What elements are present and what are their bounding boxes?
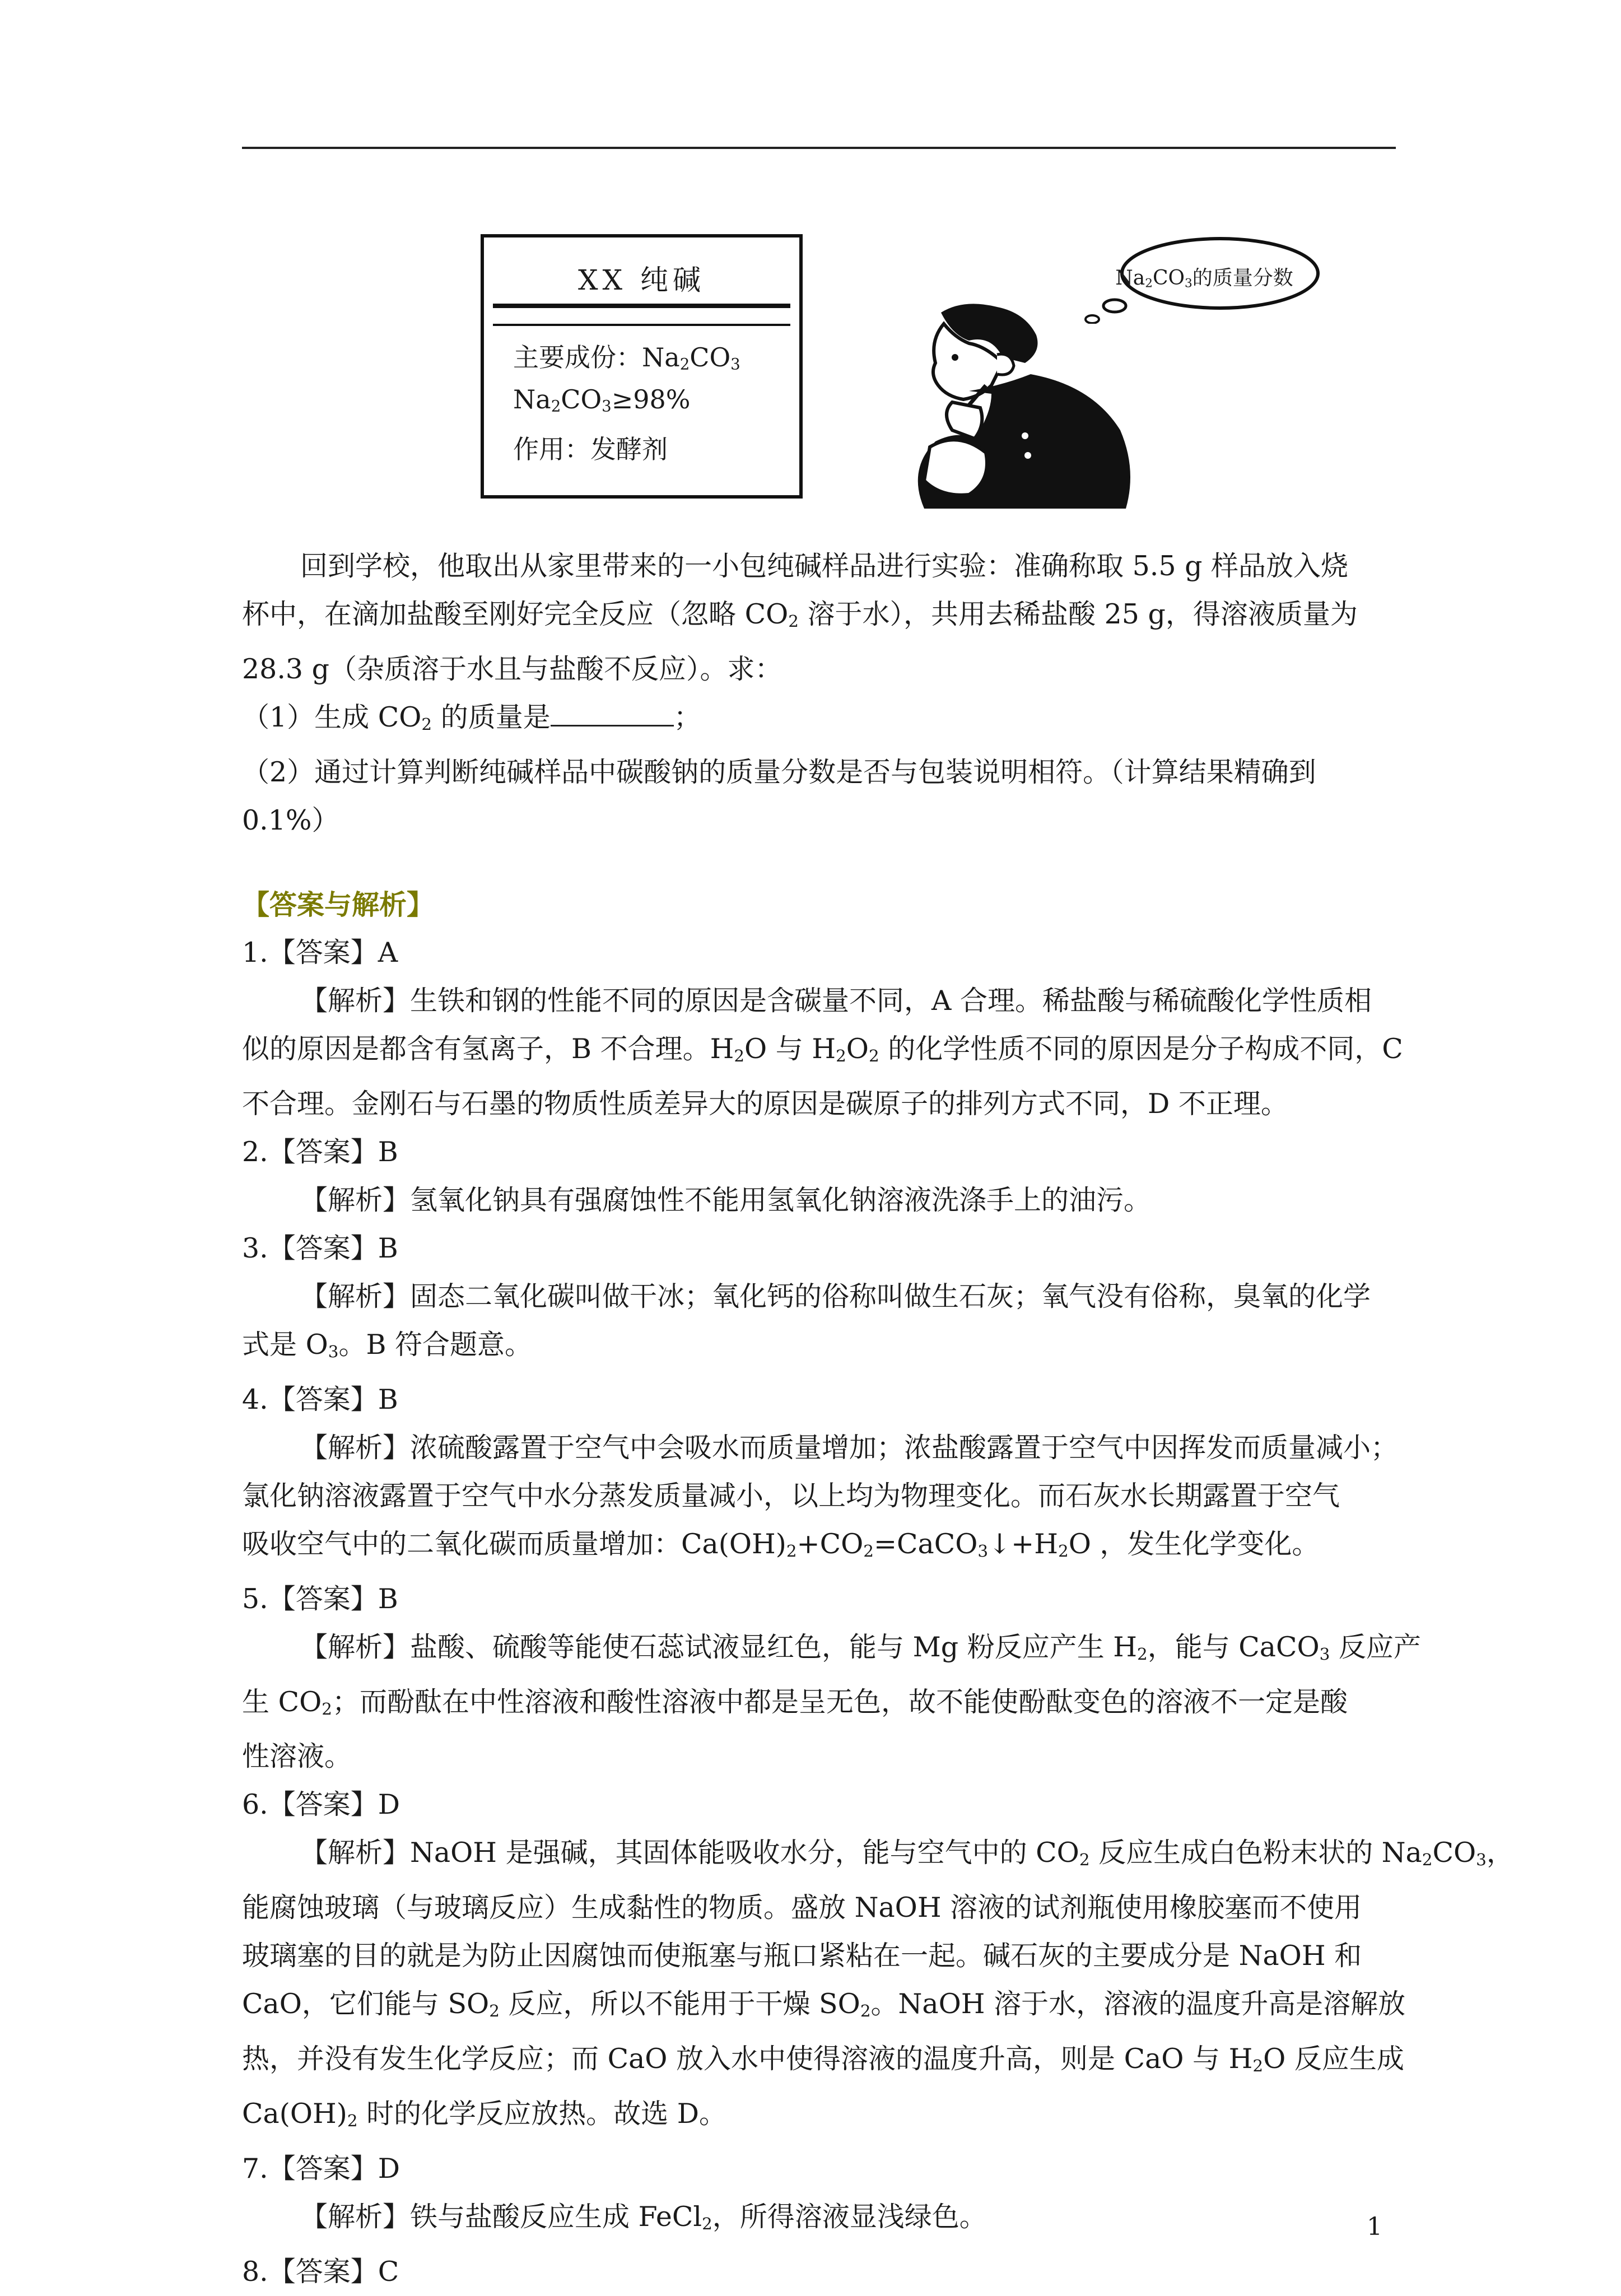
label-divider xyxy=(493,304,790,326)
thinking-person-icon xyxy=(857,301,1171,514)
answers-section xyxy=(242,881,1514,2296)
thought-text: $Na_2CO_3$的质量分数 xyxy=(1115,267,1293,291)
answers-heading: 【答案与解析】 xyxy=(242,888,435,921)
explanation-5: 【解析】盐酸、硫酸等能使石蕊试液显红色，能与 Mg 粉反应产生 $H_2$，能与 CaCO$_3$ 反应产 xyxy=(300,1631,1421,1664)
explanation-5-cont: 性溶液。 xyxy=(242,1740,352,1773)
answer-1: 1.【答案】A xyxy=(242,937,398,968)
explanation-4: 【解析】浓硫酸露置于空气中会吸水而质量增加；浓盐酸露置于空气中因挥发而质量减小； xyxy=(300,1431,1399,1464)
label-content: $Na_2CO_3\ge 98\%$ xyxy=(513,384,691,416)
answer-blank xyxy=(551,702,674,726)
answer-8: 8.【答案】C xyxy=(242,2255,399,2288)
label-title: XX 纯碱 xyxy=(577,264,706,296)
problem-statement xyxy=(242,542,1396,845)
problem-line: 28.3 g（杂质溶于水且与盐酸不反应）。求： xyxy=(242,653,782,685)
label-main-ingredient: 主要成份：$Na_2CO_3$ xyxy=(513,342,740,374)
explanation-1-cont: 似的原因是都含有氢离子，B 不合理。$H_2O$ 与 $H_2O_2$ 的化学性质不同的原因是分子构成不同，C xyxy=(242,1033,1403,1065)
explanation-6-cont: $Ca(OH)_2$ 时的化学反应放热。故选 D。 xyxy=(242,2098,726,2130)
problem-line: 回到学校，他取出从家里带来的一小包纯碱样品进行实验：准确称取 5.5 g 样品放入烧 xyxy=(300,550,1349,582)
explanation-6-cont: CaO，它们能与 $SO_2$ 反应，所以不能用于干燥 $SO_2$。NaOH 溶于水，溶液的温度升高是溶解放 xyxy=(242,1988,1406,2021)
explanation-1-cont: 不合理。金刚石与石墨的物质性质差异大的原因是碳原子的排列方式不同，D 不正理。 xyxy=(242,1087,1288,1120)
explanation-4-cont: 吸收空气中的二氧化碳而质量增加：$Ca(OH)_2+CO_2=CaCO_3↓+H_2O$ ，发生化学变化。 xyxy=(242,1527,1320,1561)
label-usage: 作用：发酵剂 xyxy=(513,434,668,464)
explanation-7: 【解析】铁与盐酸反应生成 FeCl$_2$，所得溶液显浅绿色。 xyxy=(300,2200,987,2233)
question-2-cont: 0.1%） xyxy=(242,804,339,836)
answer-3: 3.【答案】B xyxy=(242,1232,398,1264)
header-rule xyxy=(242,147,1396,149)
product-label xyxy=(481,234,803,499)
illustration xyxy=(481,234,1321,514)
question-1: （1）生成 $CO_2$ 的质量是 ； xyxy=(242,701,701,734)
answer-5: 5.【答案】B xyxy=(242,1582,398,1615)
explanation-6-cont: 能腐蚀玻璃（与玻璃反应）生成黏性的物质。盛放 NaOH 溶液的试剂瓶使用橡胶塞而不使用 xyxy=(242,1892,1362,1924)
answer-2: 2.【答案】B xyxy=(242,1135,398,1168)
explanation-5-cont: 生 $CO_2$；而酚酞在中性溶液和酸性溶液中都是呈无色，故不能使酚酞变色的溶液不一定是酸 xyxy=(242,1685,1348,1718)
explanation-1: 【解析】生铁和钢的性能不同的原因是含碳量不同，A 合理。稀盐酸与稀硫酸化学性质相 xyxy=(300,985,1372,1017)
explanation-6-cont: 玻璃塞的目的就是为防止因腐蚀而使瓶塞与瓶口紧粘在一起。碱石灰的主要成分是 NaOH 和 xyxy=(242,1940,1362,1972)
explanation-2: 【解析】氢氧化钠具有强腐蚀性不能用氢氧化钠溶液洗涤手上的油污。 xyxy=(300,1184,1152,1216)
answer-7: 7.【答案】D xyxy=(242,2152,400,2185)
explanation-6-cont: 热，并没有发生化学反应；而 CaO 放入水中使得溶液的温度升高，则是 CaO 与 $H_2O$ 反应生成 xyxy=(242,2043,1404,2075)
explanation-6: 【解析】NaOH 是强碱，其固体能吸收水分，能与空气中的 $CO_2$ 反应生成白色粉末状的 $Na_2CO_3$， xyxy=(300,1837,1514,1870)
page-number: 1 xyxy=(1367,2213,1382,2241)
explanation-3-cont: 式是 $O_3$。B 符合题意。 xyxy=(242,1328,533,1361)
explanation-3: 【解析】固态二氧化碳叫做干冰；氧化钙的俗称叫做生石灰；氧气没有俗称，臭氧的化学 xyxy=(300,1280,1371,1312)
answer-4: 4.【答案】B xyxy=(242,1383,398,1415)
problem-line: 杯中，在滴加盐酸至刚好完全反应（忽略 $CO_2$ 溶于水），共用去稀盐酸 25 g，得溶液质量为 xyxy=(242,598,1358,631)
answer-6: 6.【答案】D xyxy=(242,1789,400,1821)
question-2: （2）通过计算判断纯碱样品中碳酸钠的质量分数是否与包装说明相符。（计算结果精确到 xyxy=(242,756,1316,788)
explanation-4-cont: 氯化钠溶液露置于空气中水分蒸发质量减小，以上均为物理变化。而石灰水长期露置于空气 xyxy=(242,1479,1340,1512)
